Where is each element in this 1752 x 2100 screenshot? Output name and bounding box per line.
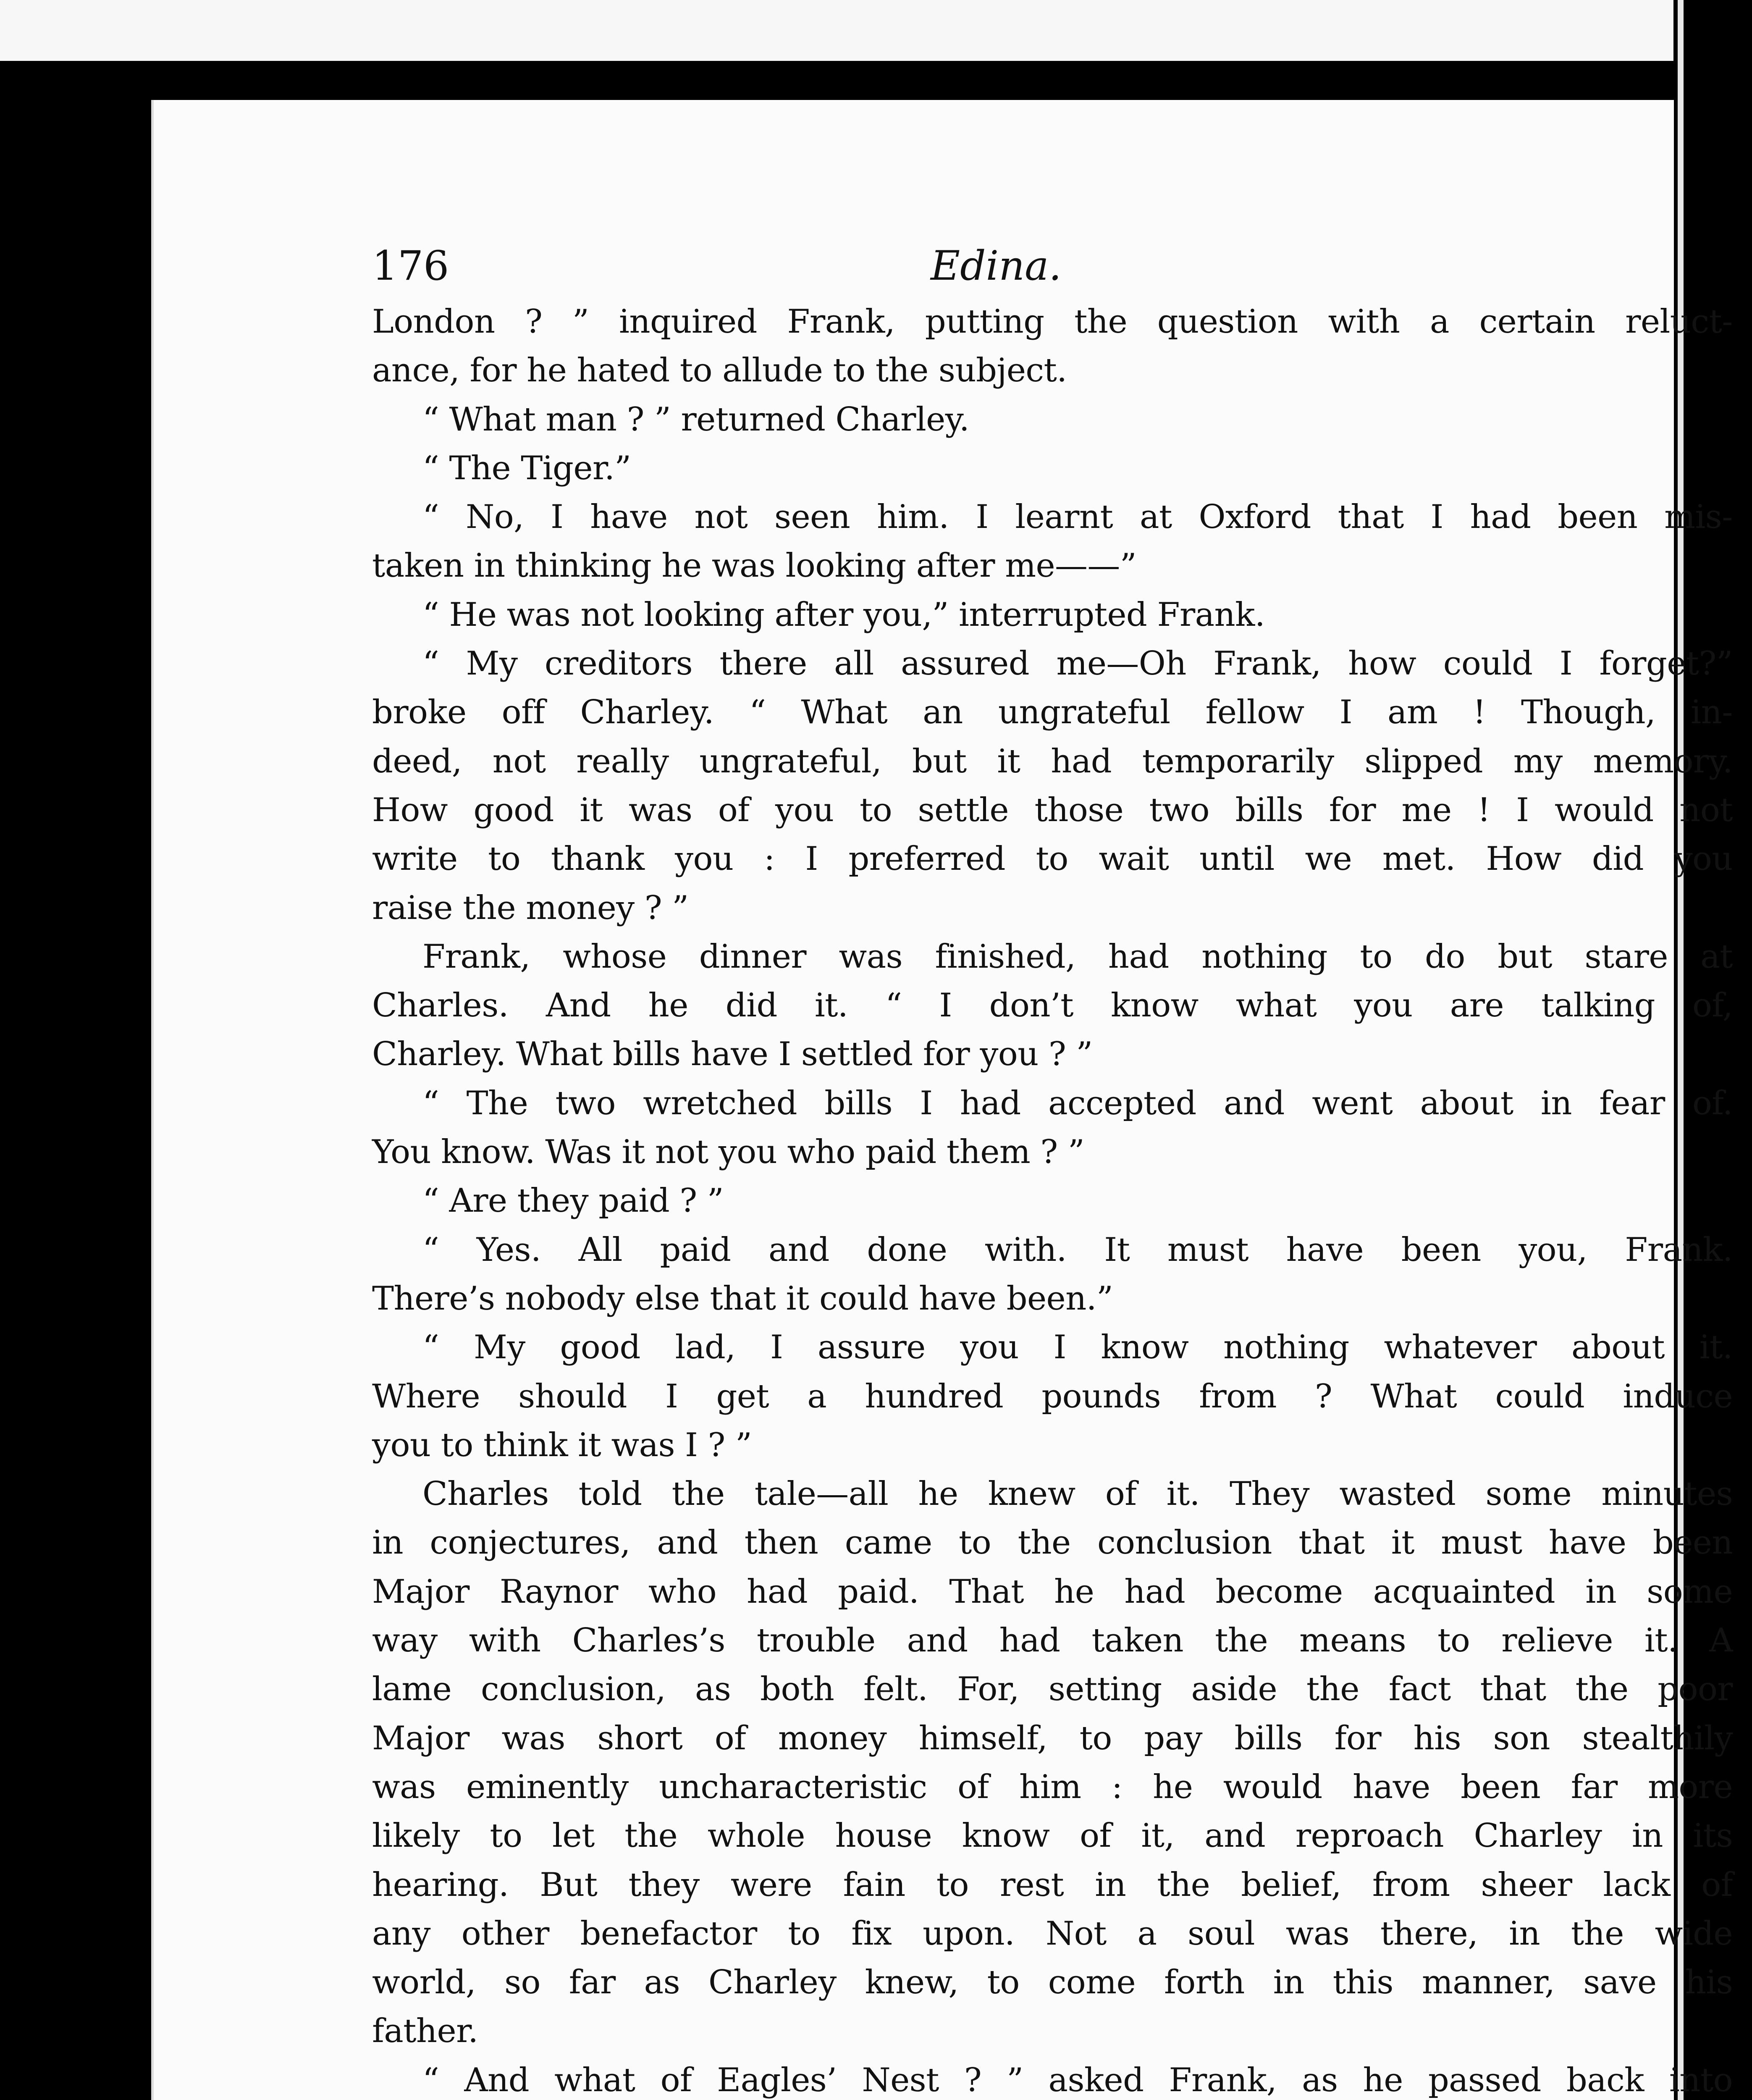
text-line: lame conclusion, as both felt. For, setting aside the fact that the poor: [372, 1670, 1733, 1709]
text-line: “ He was not looking after you,” interrupted Frank.: [422, 596, 1265, 634]
running-head: [372, 239, 1733, 293]
text-line: broke off Charley. “ What an ungrateful fellow I am ! Though, in-: [372, 693, 1733, 732]
page-content: [372, 239, 1733, 2100]
text-line: write to thank you : I preferred to wait until we met. How did you: [372, 840, 1733, 878]
text-line: “ The two wretched bills I had accepted and went about in fear of.: [422, 1084, 1733, 1122]
body-text: [372, 297, 1733, 2100]
text-line: Where should I get a hundred pounds from ? What could induce: [372, 1377, 1733, 1415]
text-line: How good it was of you to settle those two bills for me ! I would not: [372, 791, 1733, 829]
text-line: Charles. And he did it. “ I don’t know what you are talking of,: [372, 987, 1733, 1025]
text-line: “ And what of Eagles’ Nest ? ” asked Frank, as he passed back into: [422, 2061, 1733, 2099]
text-line: “ My good lad, I assure you I know nothing whatever about it.: [422, 1328, 1733, 1367]
text-line: London ? ” inquired Frank, putting the question with a certain reluct-: [372, 303, 1733, 341]
text-line: any other benefactor to fix upon. Not a soul was there, in the wide: [372, 1914, 1733, 1953]
text-line: way with Charles’s trouble and had taken the means to relieve it. A: [372, 1622, 1733, 1660]
text-line: raise the money ? ”: [372, 889, 689, 927]
text-line: was eminently uncharacteristic of him : he would have been far more: [372, 1768, 1733, 1806]
text-line: ance, for he hated to allude to the subject.: [372, 352, 1067, 390]
text-line: “ My creditors there all assured me—Oh Frank, how could I forget?”: [422, 645, 1733, 683]
text-line: in conjectures, and then came to the conclusion that it must have been: [372, 1524, 1733, 1562]
text-line: hearing. But they were fain to rest in the belief, from sheer lack of: [372, 1866, 1733, 1904]
text-line: Major Raynor who had paid. That he had become acquainted in some: [372, 1572, 1733, 1611]
text-line: “ Are they paid ? ”: [422, 1182, 724, 1220]
text-line: Charley. What bills have I settled for you ? ”: [372, 1035, 1093, 1074]
text-line: There’s nobody else that it could have been.”: [372, 1279, 1113, 1318]
text-line: you to think it was I ? ”: [372, 1426, 752, 1464]
text-line: likely to let the whole house know of it, and reproach Charley in its: [372, 1817, 1733, 1855]
text-line: father.: [372, 2012, 478, 2050]
text-line: Charles told the tale—all he knew of it. They wasted some minutes: [422, 1475, 1733, 1513]
text-line: taken in thinking he was looking after me——”: [372, 547, 1137, 585]
book-page: [151, 100, 1733, 2100]
text-line: You know. Was it not you who paid them ? ”: [372, 1133, 1085, 1171]
text-line: Major was short of money himself, to pay bills for his son stealthily: [372, 1719, 1733, 1757]
running-title: Edina.: [931, 242, 1062, 289]
text-line: “ No, I have not seen him. I learnt at Oxford that I had been mis-: [422, 498, 1733, 536]
previous-page-edge: [0, 0, 1673, 61]
text-line: deed, not really ungrateful, but it had temporarily slipped my memory.: [372, 742, 1733, 780]
text-line: “ Yes. All paid and done with. It must have been you, Frank.: [422, 1231, 1733, 1269]
text-line: “ The Tiger.”: [422, 449, 631, 487]
text-line: Frank, whose dinner was finished, had nothing to do but stare at: [422, 937, 1733, 976]
page-number: 176: [372, 242, 449, 289]
text-line: “ What man ? ” returned Charley.: [422, 400, 970, 438]
text-line: world, so far as Charley knew, to come forth in this manner, save his: [372, 1964, 1733, 2002]
